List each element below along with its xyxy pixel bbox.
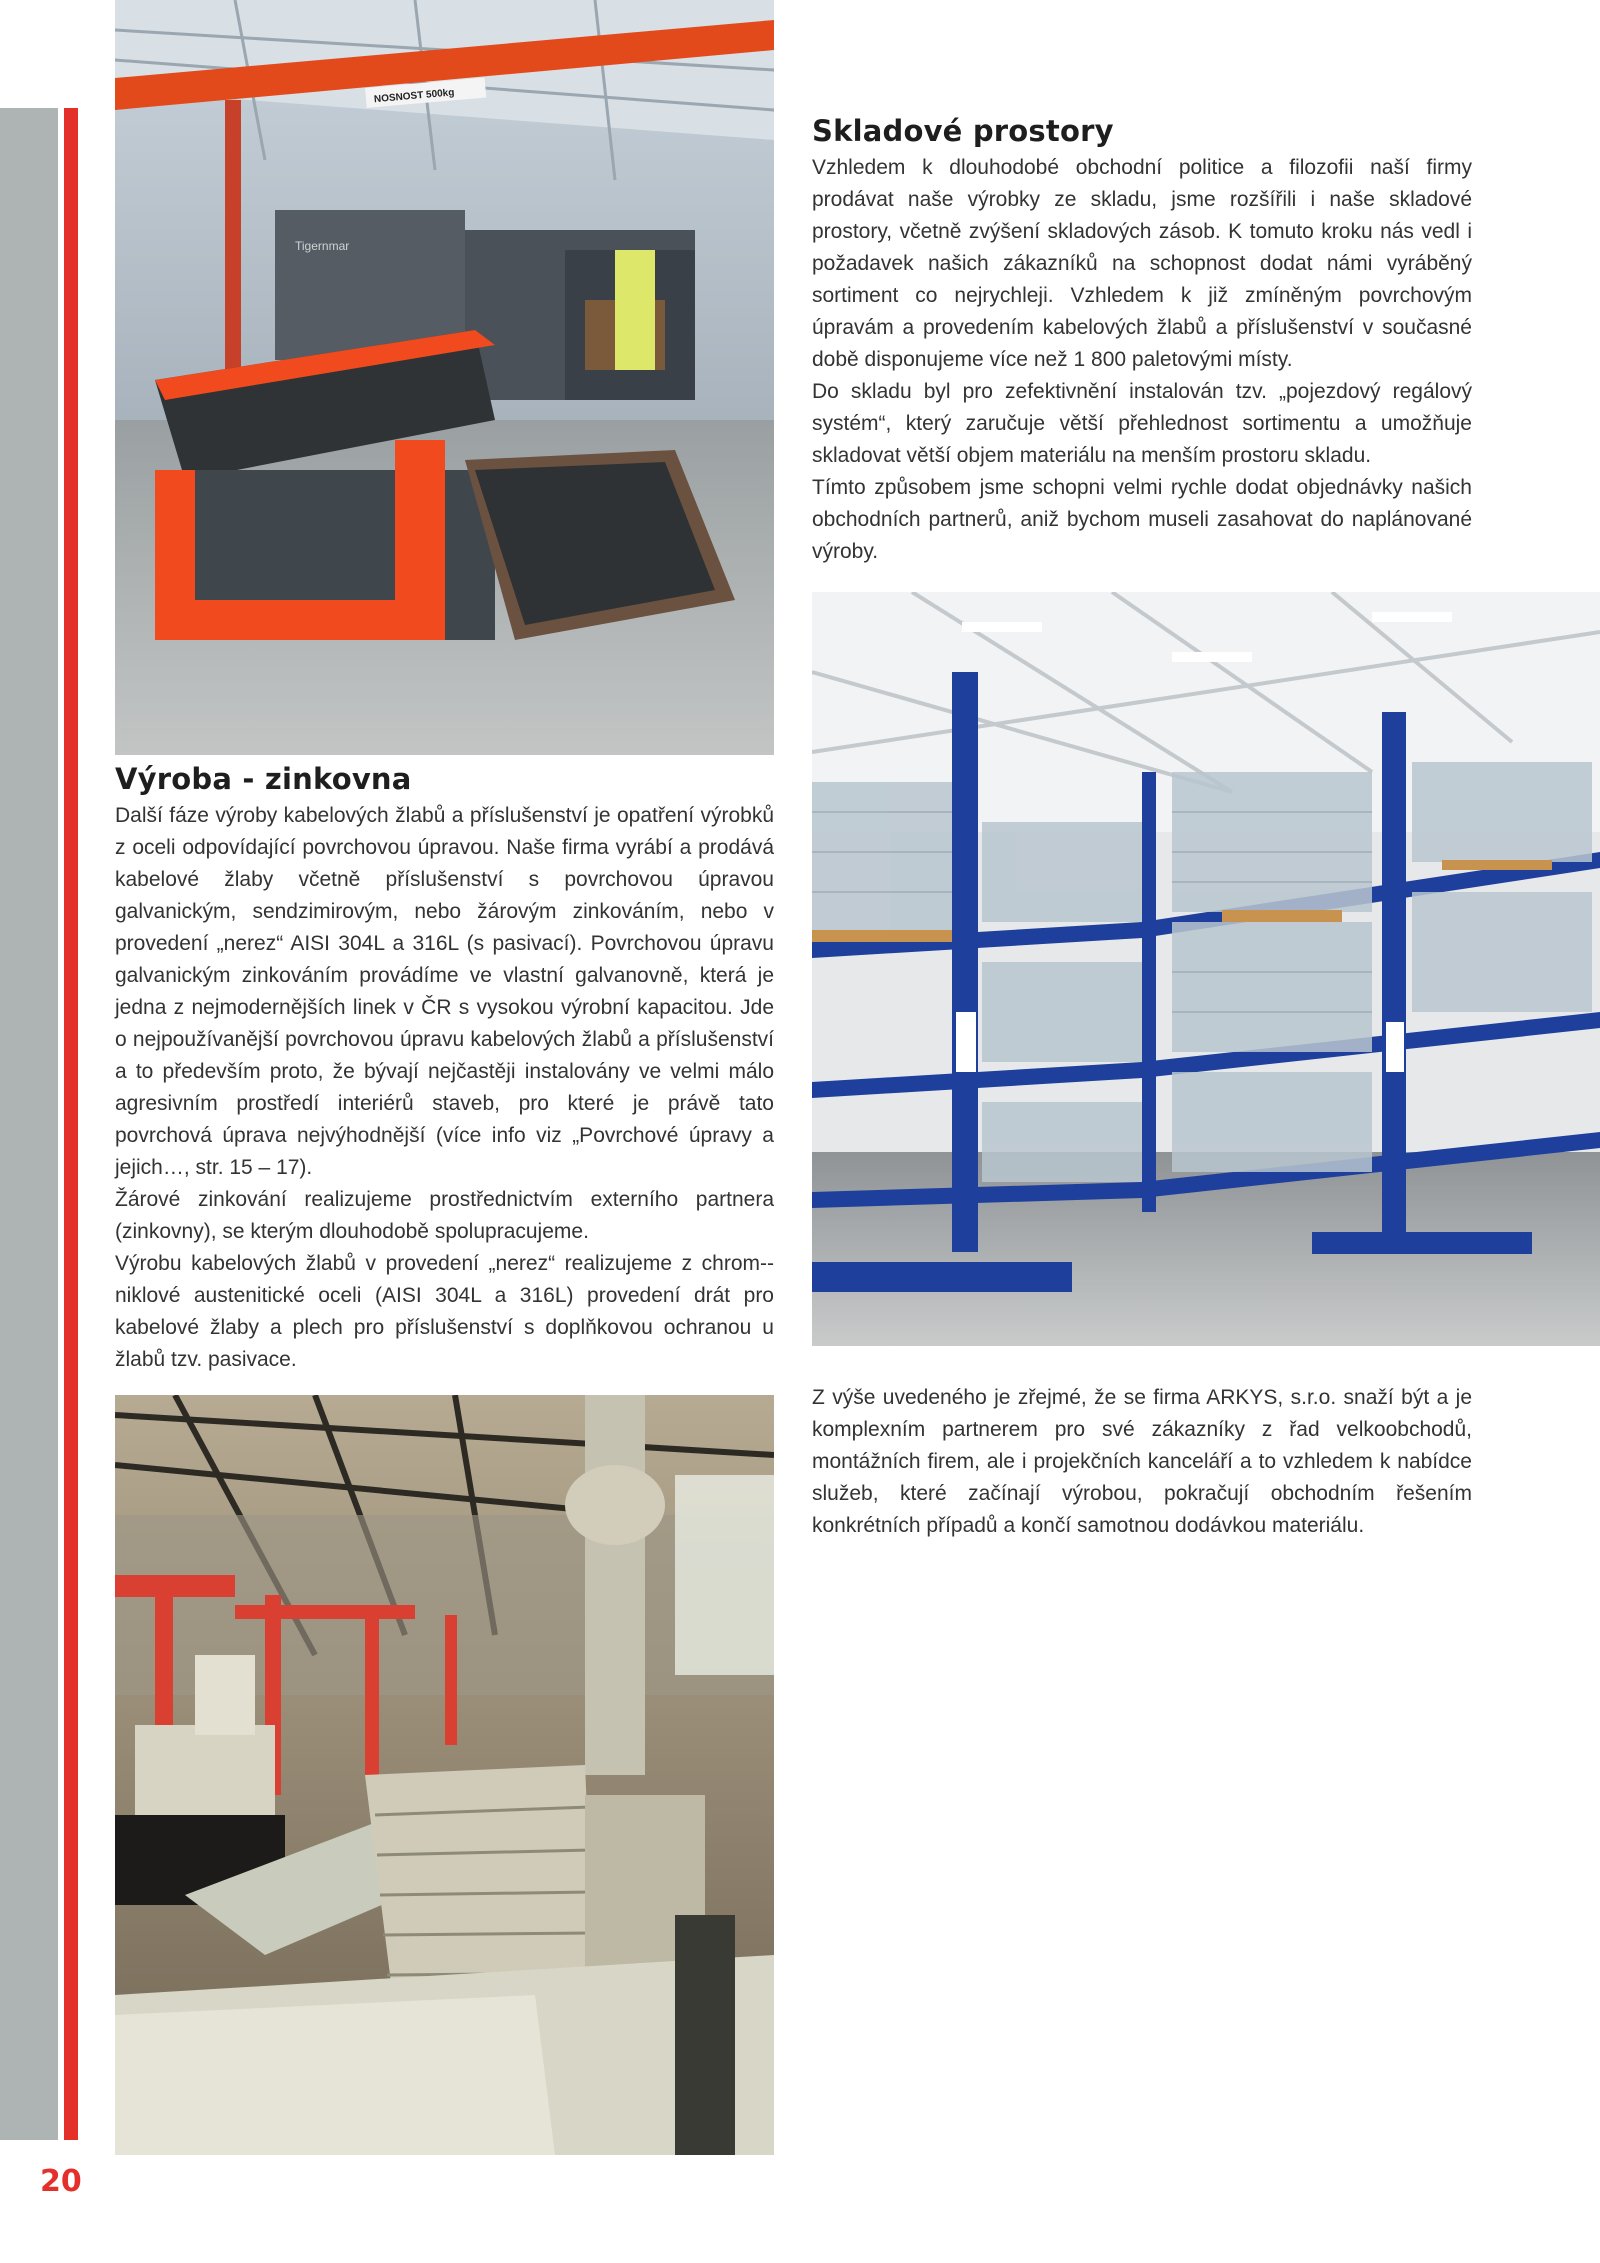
paragraph: Výrobu kabelových žlabů v provedení „nerez“ realizujeme z chrom--niklové austenitické oceli (AISI 304L a 316L) provedení drát pro kabelové žlaby a plech pro příslušenství s doplňkovou ochranou u žlabů tzv. pasivace. [115,1252,774,1371]
galvanizing-line-photo [115,1395,774,2155]
warehouse-racks-photo [812,592,1600,1346]
crane-sign-text: NOSNOST 500kg [373,87,455,106]
conclusion-text [812,1382,1472,1542]
warehouse-section-title: Skladové prostory [812,114,1114,148]
paragraph: Do skladu byl pro zefektivnění instalován tzv. „pojezdový regálový systém“, který zaručuje větší přehlednost sortimentu a umožňuje skladovat větší objem materiálu na menším prostoru skladu. [812,380,1472,467]
page-number: 20 [40,2164,82,2199]
machine-brand-text: Tigernmar [295,239,350,253]
paragraph: Žárové zinkování realizujeme prostřednictvím externího partnera (zinkovny), se kterým dlouhodobě spolupracujeme. [115,1188,774,1243]
paragraph: Další fáze výroby kabelových žlabů a příslušenství je opatření výrobků z oceli odpovídající povrchovou úpravou. Naše firma vyrábí a prodává kabelové žlaby včetně příslušenství s povrchovou úpravou galvanickým, sendzimirovým, nebo žárovým zinkováním, nebo v provedení „nerez“ AISI 304L a 316L (s pasivací). Povrchovou úpravu galvanickým zinkováním provádíme ve vlastní galvanovně, která je jedna z nejmodernějších linek v ČR s vysokou výrobní kapacitou. Jde o nejpoužívanější povrchovou úpravu kabelových žlabů a příslušenství a to především proto, že bývají nejčastěji instalovány ve velmi málo agresivním prostředí interiérů staveb, pro které je právě tato povrchová úprava nejvýhodnější (více info viz „Povrchové úpravy a jejich…, str. 15 – 17). [115,804,774,1179]
paragraph: Tímto způsobem jsme schopni velmi rychle dodat objednávky našich obchodních partnerů, aniž bychom museli zasahovat do naplánované výroby. [812,476,1472,563]
paragraph: Vzhledem k dlouhodobé obchodní politice a filozofii naší firmy prodávat naše výrobky ze skladu, jsme rozšířili i naše skladové prostory, včetně zvýšení skladových zásob. K tomuto kroku nás vedl i požadavek našich zákazníků na schopnost dodat námi vyráběný sortiment co nejrychleji. Vzhledem k již zmíněným povrchovým úpravám a provedením kabelových žlabů a příslušenství v současné době disponujeme více než 1 800 paletovými místy. [812,156,1472,371]
side-bar-red [64,108,78,2140]
paragraph: Z výše uvedeného je zřejmé, že se firma ARKYS, s.r.o. snaží být a je komplexním partnerem pro své zákazníky z řad velkoobchodů, montážních firem, ale i projekčních kanceláří a to vzhledem k nabídce služeb, které začínají výrobou, pokračují obchodním řešením konkrétních případů a končí samotnou dodávkou materiálu. [812,1386,1472,1537]
laser-cutter-photo [115,0,774,755]
production-section-title: Výroba - zinkovna [115,762,412,796]
production-section-text [115,800,774,1376]
warehouse-section-text [812,152,1472,568]
side-bar-gray [0,108,58,2140]
